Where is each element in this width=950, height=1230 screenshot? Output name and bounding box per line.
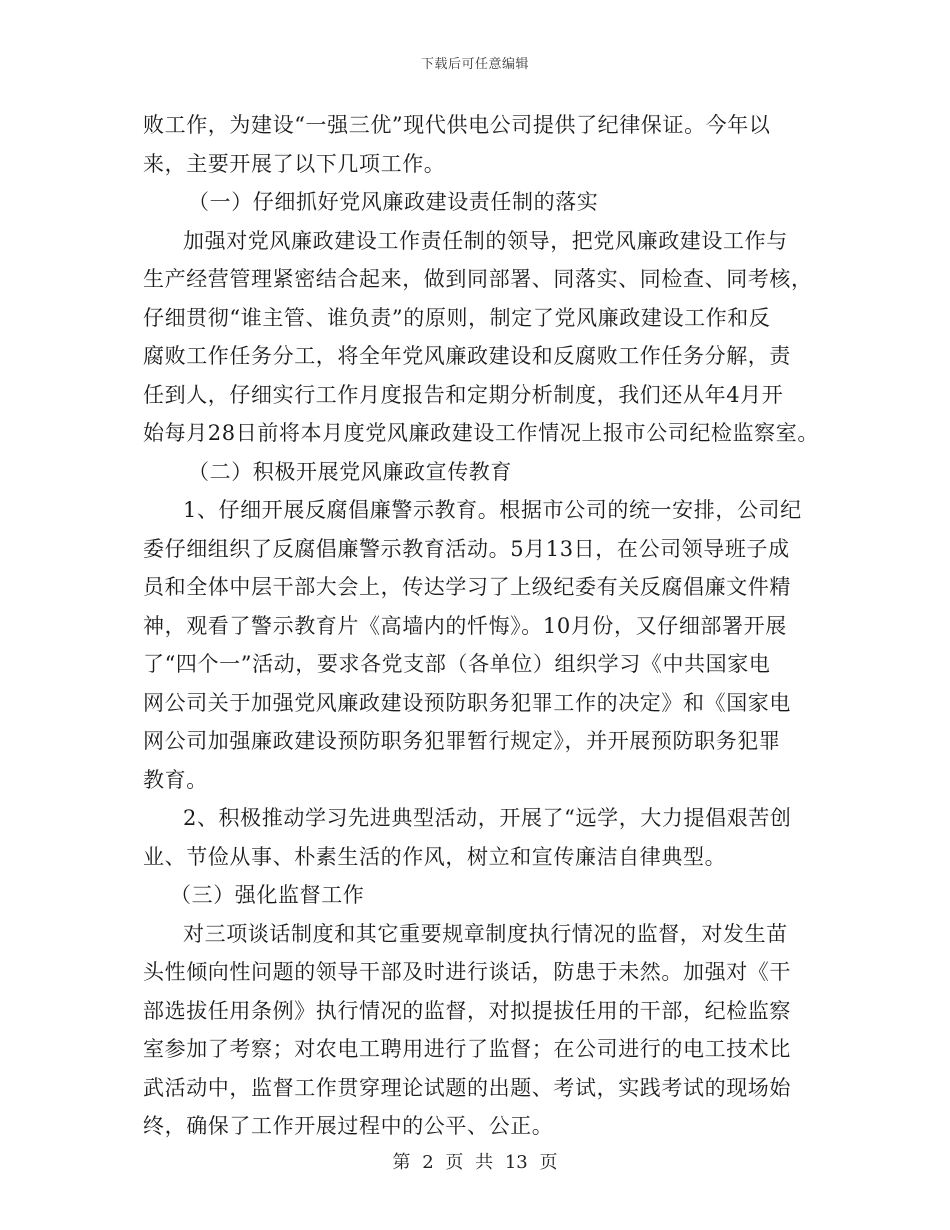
paragraph-line: 1、仔细开展反腐倡廉警示教育。根据市公司的统一安排，公司纪 (183, 498, 802, 522)
paragraph-line: 任到人，仔细实行工作月度报告和定期分析制度，我们还从年4月开 (143, 382, 784, 407)
paragraph-line: 败工作，为建设“一强三优”现代供电公司提供了纪律保证。今年以 (143, 113, 771, 137)
section-heading: （二）积极开展党风廉政宣传教育 (188, 459, 512, 484)
paragraph-line: 了“四个一”活动，要求各党支部（各单位）组织学习《中共国家电 (143, 652, 771, 676)
paragraph-line: 仔细贯彻“谁主管、谁负责”的原则，制定了党风廉政建设工作和反 (143, 305, 771, 330)
paragraph-line: 生产经营管理紧密结合起来，做到同部署、同落实、同检查、同考核， (143, 267, 813, 291)
page-header: 下载后可任意编辑 (420, 57, 529, 72)
paragraph-line: 员和全体中层干部大会上，传达学习了上级纪委有关反腐倡廉文件精 (143, 575, 791, 599)
paragraph-line: 业、节俭从事、朴素生活的作风，树立和宣传廉洁自律典型。 (143, 844, 727, 869)
paragraph-line: 2、积极推动学习先进典型活动，开展了“远学，大力提倡艰苦创 (183, 806, 792, 830)
paragraph-line: 网公司关于加强党风廉政建设预防职务犯罪工作的决定》和《国家电 (143, 690, 791, 715)
paragraph-line: 教育。 (143, 767, 208, 792)
paragraph-line: 武活动中，监督工作贯穿理论试题的出题、考试，实践考试的现场始 (143, 1075, 791, 1100)
paragraph-line: 室参加了考察；对农电工聘用进行了监督；在公司进行的电工技术比 (143, 1037, 791, 1061)
paragraph-line: 委仔细组织了反腐倡廉警示教育活动。5月13日，在公司领导班子成 (143, 536, 790, 561)
paragraph-line: 始每月28日前将本月度党风廉政建设工作情况上报市公司纪检监察室。 (143, 421, 819, 445)
paragraph-line: 部选拔任用条例》执行情况的监督，对拟提拔任用的干部，纪检监察 (143, 998, 791, 1023)
paragraph-line: 头性倾向性问题的领导干部及时进行谈话，防患于未然。加强对《干 (143, 960, 791, 984)
paragraph-line: 加强对党风廉政建设工作责任制的领导，把党风廉政建设工作与 (183, 228, 788, 253)
section-heading: （三）强化监督工作 (170, 883, 365, 907)
paragraph-line: 腐败工作任务分工，将全年党风廉政建设和反腐败工作任务分解，责 (143, 344, 791, 368)
paragraph-line: 对三项谈话制度和其它重要规章制度执行情况的监督，对发生苗 (183, 921, 788, 946)
paragraph-line: 来，主要开展了以下几项工作。 (143, 151, 446, 176)
section-heading: （一）仔细抓好党风廉政建设责任制的落实 (188, 190, 599, 214)
document-body (143, 106, 823, 1146)
paragraph-line: 终，确保了工作开展过程中的公平、公正。 (143, 1114, 554, 1138)
page-number: 第 2 页 共 13 页 (392, 1152, 558, 1173)
paragraph-line: 神，观看了警示教育片《高墙内的忏悔》。10月份，又仔细部署开展 (143, 613, 787, 638)
paragraph-line: 网公司加强廉政建设预防职务犯罪暂行规定》，并开展预防职务犯罪 (143, 729, 781, 753)
